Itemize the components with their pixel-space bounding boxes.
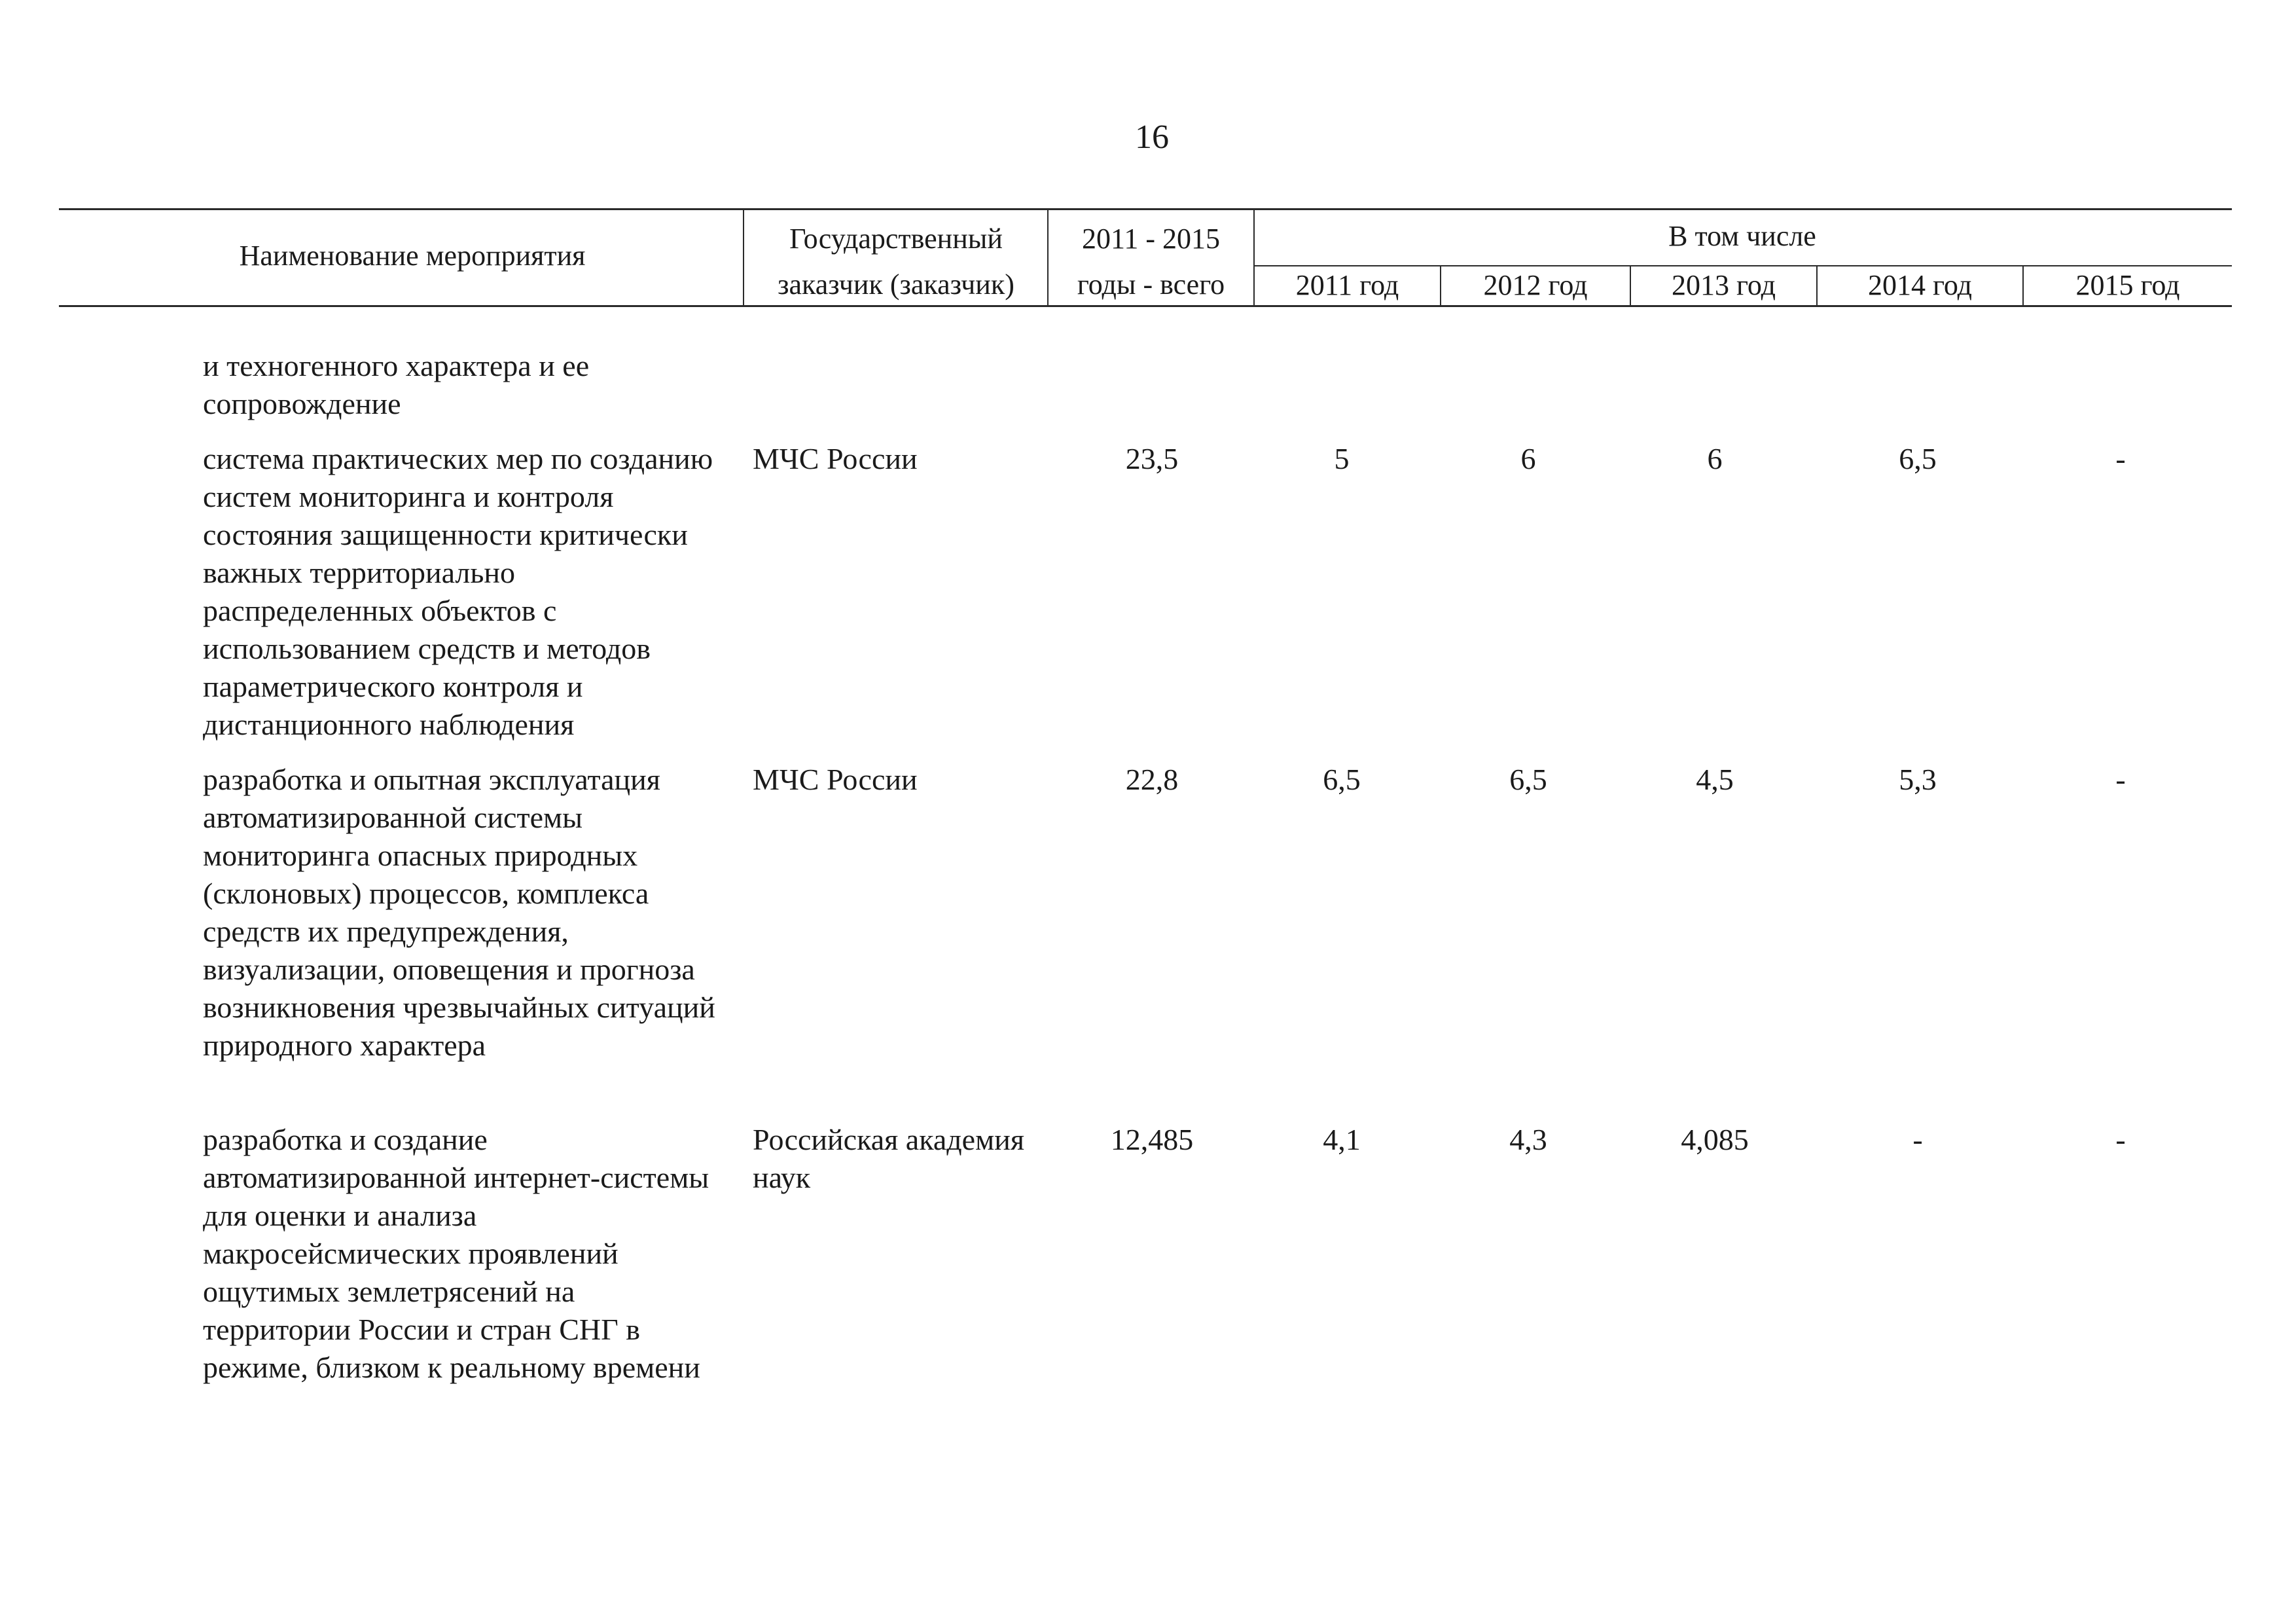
row-value-2014: 5,3 xyxy=(1899,763,1937,796)
header-year-2013: 2013 год xyxy=(1671,269,1776,301)
header-including: В том числе xyxy=(1668,220,1816,252)
row-value-2013: 6 xyxy=(1707,442,1723,475)
row-customer: МЧС России xyxy=(753,763,918,796)
row-value-2011: 6,5 xyxy=(1323,763,1361,796)
col-divider-name xyxy=(743,210,744,306)
header-name: Наименование мероприятия xyxy=(239,240,586,272)
header-customer xyxy=(745,216,1047,308)
row-name: разработка и опытная эксплуатация автоматизированной системы мониторинга опасных природных (склоновых) процессов, комплекса средств их предупреждения, визуализации, оповещения и прогноза возникновения чрезвычайных ситуаций природного характера xyxy=(203,763,715,1062)
row-value-2012: 6,5 xyxy=(1509,763,1547,796)
header-total-line1: 2011 - 2015 xyxy=(1081,223,1221,255)
row-value-2012: 6 xyxy=(1520,442,1536,475)
row-name: и техногенного характера и ее сопровождение xyxy=(203,349,590,420)
header-year-2014: 2014 год xyxy=(1867,269,1973,301)
row-value-2014: - xyxy=(1912,1123,1923,1156)
row-total: 22,8 xyxy=(1125,763,1179,796)
row-name: система практических мер по созданию систем мониторинга и контроля состояния защищенности критически важных территориально распределенных объектов с использованием средств и методов параметрического контроля и дистанционного наблюдения xyxy=(203,442,713,741)
row-value-2015: - xyxy=(2115,1123,2126,1156)
row-value-2011: 4,1 xyxy=(1323,1123,1361,1156)
row-name: разработка и создание автоматизированной интернет-системы для оценки и анализа макросейсмических проявлений ощутимых землетрясений на территории России и стран СНГ в режиме, близком к реальному времени xyxy=(203,1123,709,1384)
header-year-2015: 2015 год xyxy=(2075,269,2180,301)
row-total: 23,5 xyxy=(1125,442,1179,475)
row-value-2014: 6,5 xyxy=(1899,442,1937,475)
row-customer: Российская академия наук xyxy=(753,1123,1024,1194)
row-value-2013: 4,5 xyxy=(1696,763,1734,796)
header-year-2012: 2012 год xyxy=(1483,269,1588,301)
page-number: 16 xyxy=(1135,119,1169,156)
row-customer: МЧС России xyxy=(753,442,918,475)
header-year-2011: 2011 год xyxy=(1295,269,1399,301)
header-total xyxy=(1049,216,1253,308)
row-total: 12,485 xyxy=(1110,1123,1194,1156)
row-value-2015: - xyxy=(2115,763,2126,796)
row-value-2011: 5 xyxy=(1334,442,1350,475)
header-customer-line1: Государственный xyxy=(789,223,1003,255)
row-value-2015: - xyxy=(2115,442,2126,475)
row-value-2013: 4,085 xyxy=(1681,1123,1749,1156)
header-customer-line2: заказчик (заказчик) xyxy=(778,268,1014,301)
header-total-line2: годы - всего xyxy=(1077,268,1225,301)
row-value-2012: 4,3 xyxy=(1509,1123,1547,1156)
table-top-rule xyxy=(59,208,2232,210)
subheader-rule xyxy=(1253,265,2232,266)
